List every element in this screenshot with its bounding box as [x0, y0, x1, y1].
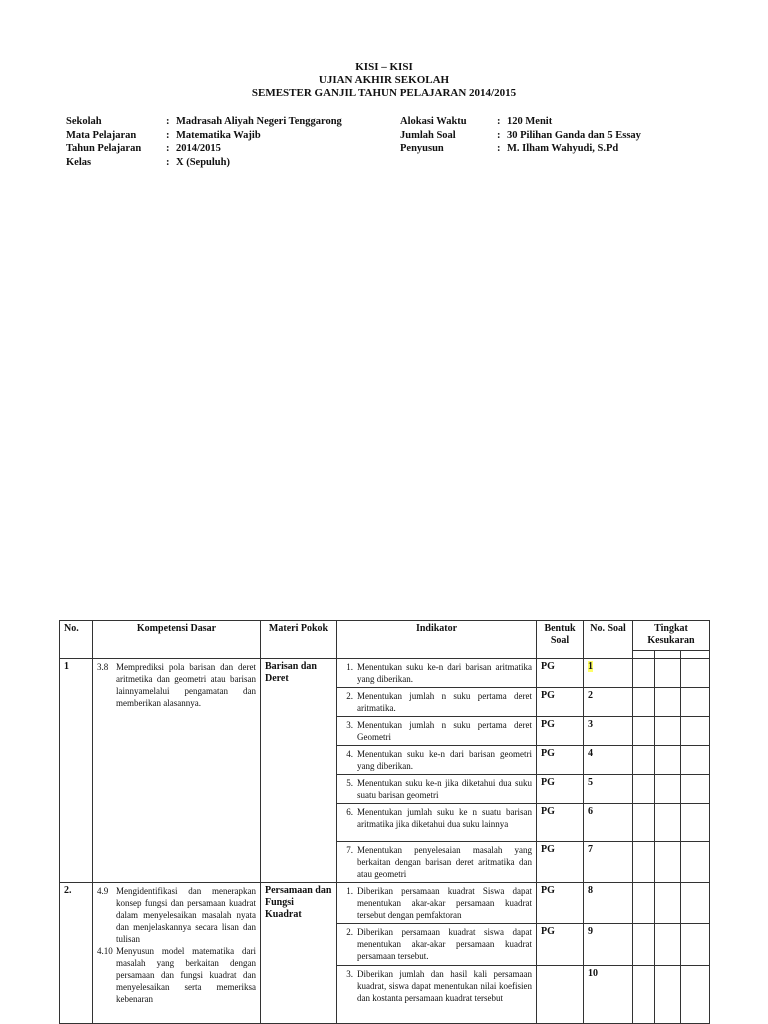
tingkat-cell: [655, 746, 681, 775]
kd-text: Memprediksi pola barisan dan deret aritmetika dan geometri atau barisan lainnyamelalui pengamatan dan memberikan alasannya.: [116, 662, 256, 708]
indikator-text: Menentukan suku ke-n jika diketahui dua suku suatu barisan geometri: [357, 778, 532, 800]
tingkat-cell: [633, 746, 655, 775]
info-label: Sekolah: [66, 116, 102, 127]
indikator-number: 3.: [346, 720, 353, 730]
info-value: M. Ilham Wahyudi, S.Pd: [507, 143, 619, 154]
tingkat-cell: [633, 659, 655, 688]
indikator-number: 3.: [346, 969, 353, 979]
kd-number: 3.8: [97, 662, 109, 672]
indikator-number: 7.: [346, 845, 353, 855]
info-row: [66, 142, 342, 156]
info-colon: :: [497, 143, 501, 154]
indikator-cell: [337, 924, 537, 966]
kd-number: 4.9: [97, 886, 109, 896]
title-line: UJIAN AKHIR SEKOLAH: [318, 74, 450, 86]
indikator-cell: [337, 883, 537, 924]
kd-text: Menyusun model matematika dari masalah yang berkaitan dengan persamaan dan fungsi kuadrat dan menyelesaikan serta memeriksa kebenaran: [116, 946, 256, 1004]
tingkat-cell: [633, 717, 655, 746]
indikator-number: 1.: [346, 886, 353, 896]
bentuk-soal: PG: [537, 659, 584, 688]
no-soal-value: 6: [588, 806, 593, 817]
bentuk-soal: [537, 966, 584, 1024]
indikator-text: Menentukan penyelesaian masalah yang berkaitan dengan barisan deret aritmatika dan atau geometri: [357, 845, 532, 879]
no-soal: [584, 804, 633, 842]
indikator-cell: [337, 804, 537, 842]
bentuk-soal: PG: [537, 924, 584, 966]
tingkat-cell: [681, 842, 710, 883]
no-soal: [584, 842, 633, 883]
info-row: [400, 142, 641, 156]
info-value: 2014/2015: [176, 143, 221, 154]
indikator-text: Diberikan persamaan kuadrat siswa dapat menentukan akar-akar persamaan kuadrat persamaan tersebut.: [357, 927, 532, 961]
tingkat-cell: [681, 966, 710, 1024]
indikator-number: 5.: [346, 778, 353, 788]
tingkat-cell: [633, 804, 655, 842]
kd-item: [97, 885, 256, 945]
no-soal-value: 1: [588, 661, 593, 672]
info-left: [66, 115, 342, 169]
bentuk-soal: PG: [537, 746, 584, 775]
indikator-text: Diberikan jumlah dan hasil kali persamaan kuadrat, siswa dapat menentukan nilai koefisien dan kostanta persamaan kuadrat tersebut: [357, 969, 532, 1003]
no-soal-value: 9: [588, 926, 593, 937]
bentuk-soal: PG: [537, 842, 584, 883]
kd-number: 4.10: [97, 946, 113, 956]
info-label: Alokasi Waktu: [400, 116, 467, 127]
indikator-number: 4.: [346, 749, 353, 759]
info-right: [400, 115, 641, 156]
info-colon: :: [166, 156, 170, 168]
info-label: Mata Pelajaran: [66, 129, 137, 141]
no-soal: [584, 966, 633, 1024]
no-soal-value: 3: [588, 719, 593, 730]
info-value: 120 Menit: [507, 116, 553, 127]
table-row: [60, 883, 710, 924]
bentuk-soal: PG: [537, 775, 584, 804]
no-soal-value: 8: [588, 885, 593, 896]
tingkat-cell: [655, 804, 681, 842]
header-kompetensi-dasar: Kompetensi Dasar: [93, 621, 261, 659]
info-value: Matematika Wajib: [176, 129, 261, 141]
kompetensi-dasar-cell: [93, 659, 261, 883]
tingkat-cell: [681, 688, 710, 717]
no-soal-value: 2: [588, 690, 593, 701]
indikator-text: Menentukan suku ke-n dari barisan geometri yang diberikan.: [357, 749, 532, 771]
tingkat-cell: [633, 775, 655, 804]
info-value: X (Sepuluh): [176, 156, 230, 168]
indikator-number: 2.: [346, 691, 353, 701]
bentuk-soal: PG: [537, 717, 584, 746]
tingkat-cell: [633, 688, 655, 717]
indikator-cell: [337, 746, 537, 775]
info-label: Penyusun: [400, 143, 444, 154]
kd-item: [97, 945, 256, 1005]
tingkat-cell: [681, 717, 710, 746]
indikator-cell: [337, 659, 537, 688]
document-title: [0, 61, 768, 100]
header-tingkat-kesukaran: Tingkat Kesukaran: [633, 621, 710, 651]
info-colon: :: [166, 116, 170, 127]
info-row: [400, 129, 641, 143]
indikator-cell: [337, 966, 537, 1024]
info-colon: :: [166, 129, 170, 141]
tingkat-cell: [655, 659, 681, 688]
tingkat-cell: [633, 842, 655, 883]
no-soal-value: 5: [588, 777, 593, 788]
kd-text: Mengidentifikasi dan menerapkan konsep fungsi dan persamaan kuadrat dalam menyelesaikan masalah nyata dan menjelaskannya secara lisan dan tulisan: [116, 886, 256, 944]
tingkat-cell: [681, 804, 710, 842]
indikator-cell: [337, 842, 537, 883]
indikator-number: 6.: [346, 807, 353, 817]
header-no-soal: No. Soal: [584, 621, 633, 659]
no-soal: [584, 688, 633, 717]
info-label: Kelas: [66, 156, 92, 168]
info-label: Tahun Pelajaran: [66, 143, 142, 154]
no-soal: [584, 883, 633, 924]
info-row: [400, 115, 641, 129]
indikator-cell: [337, 775, 537, 804]
header-materi-pokok: Materi Pokok: [261, 621, 337, 659]
no-soal: [584, 775, 633, 804]
indikator-number: 2.: [346, 927, 353, 937]
info-colon: :: [497, 129, 501, 141]
info-colon: :: [497, 116, 501, 127]
tingkat-cell: [681, 746, 710, 775]
indikator-text: Menentukan suku ke-n dari barisan aritmatika yang diberikan.: [357, 662, 532, 684]
header-indikator: Indikator: [337, 621, 537, 659]
no-soal: [584, 924, 633, 966]
kd-item: [97, 661, 256, 709]
indikator-text: Menentukan jumlah suku ke n suatu barisan aritmatika jika diketahui dua suku lainnya: [357, 807, 532, 829]
no-soal: [584, 717, 633, 746]
indikator-cell: [337, 717, 537, 746]
indikator-number: 1.: [346, 662, 353, 672]
tingkat-cell: [681, 883, 710, 924]
indikator-text: Menentukan jumlah n suku pertama deret aritmatika.: [357, 691, 532, 713]
info-colon: :: [166, 143, 170, 154]
indikator-text: Menentukan jumlah n suku pertama deret Geometri: [357, 720, 532, 742]
tingkat-cell: [655, 775, 681, 804]
no-soal: [584, 659, 633, 688]
info-value: 30 Pilihan Ganda dan 5 Essay: [507, 129, 641, 141]
no-soal-value: 4: [588, 748, 593, 759]
kisi-kisi-table: [59, 620, 710, 1024]
tingkat-cell: [681, 775, 710, 804]
no-soal-value: 7: [588, 844, 593, 855]
info-row: [66, 115, 342, 129]
header-bentuk-soal: Bentuk Soal: [537, 621, 584, 659]
tingkat-cell: [633, 966, 655, 1024]
no-soal: [584, 746, 633, 775]
tingkat-cell: [681, 924, 710, 966]
tingkat-cell: [633, 883, 655, 924]
indikator-cell: [337, 688, 537, 717]
tingkat-cell: [655, 883, 681, 924]
tingkat-cell: [655, 966, 681, 1024]
row-number: 1: [60, 659, 93, 883]
bentuk-soal: PG: [537, 804, 584, 842]
info-row: [66, 129, 342, 143]
info-row: [66, 156, 342, 170]
materi-pokok: Barisan dan Deret: [261, 659, 337, 883]
tingkat-cell: [655, 688, 681, 717]
tingkat-cell: [655, 924, 681, 966]
row-number: 2.: [60, 883, 93, 1024]
tingkat-cell: [655, 717, 681, 746]
info-label: Jumlah Soal: [400, 129, 456, 141]
materi-pokok: Persamaan dan Fungsi Kuadrat: [261, 883, 337, 1024]
title-line: KISI – KISI: [355, 61, 413, 73]
header-no: No.: [60, 621, 93, 659]
kompetensi-dasar-cell: [93, 883, 261, 1024]
indikator-text: Diberikan persamaan kuadrat Siswa dapat menentukan akar-akar persamaan kuadrat tersebut dengan pemfaktoran: [357, 886, 532, 920]
table-row: [60, 659, 710, 688]
bentuk-soal: PG: [537, 883, 584, 924]
title-line: SEMESTER GANJIL TAHUN PELAJARAN 2014/2015: [251, 87, 517, 99]
tingkat-cell: [655, 842, 681, 883]
info-value: Madrasah Aliyah Negeri Tenggarong: [176, 116, 342, 127]
bentuk-soal: PG: [537, 688, 584, 717]
tingkat-cell: [633, 924, 655, 966]
no-soal-value: 10: [588, 968, 598, 979]
tingkat-cell: [681, 659, 710, 688]
